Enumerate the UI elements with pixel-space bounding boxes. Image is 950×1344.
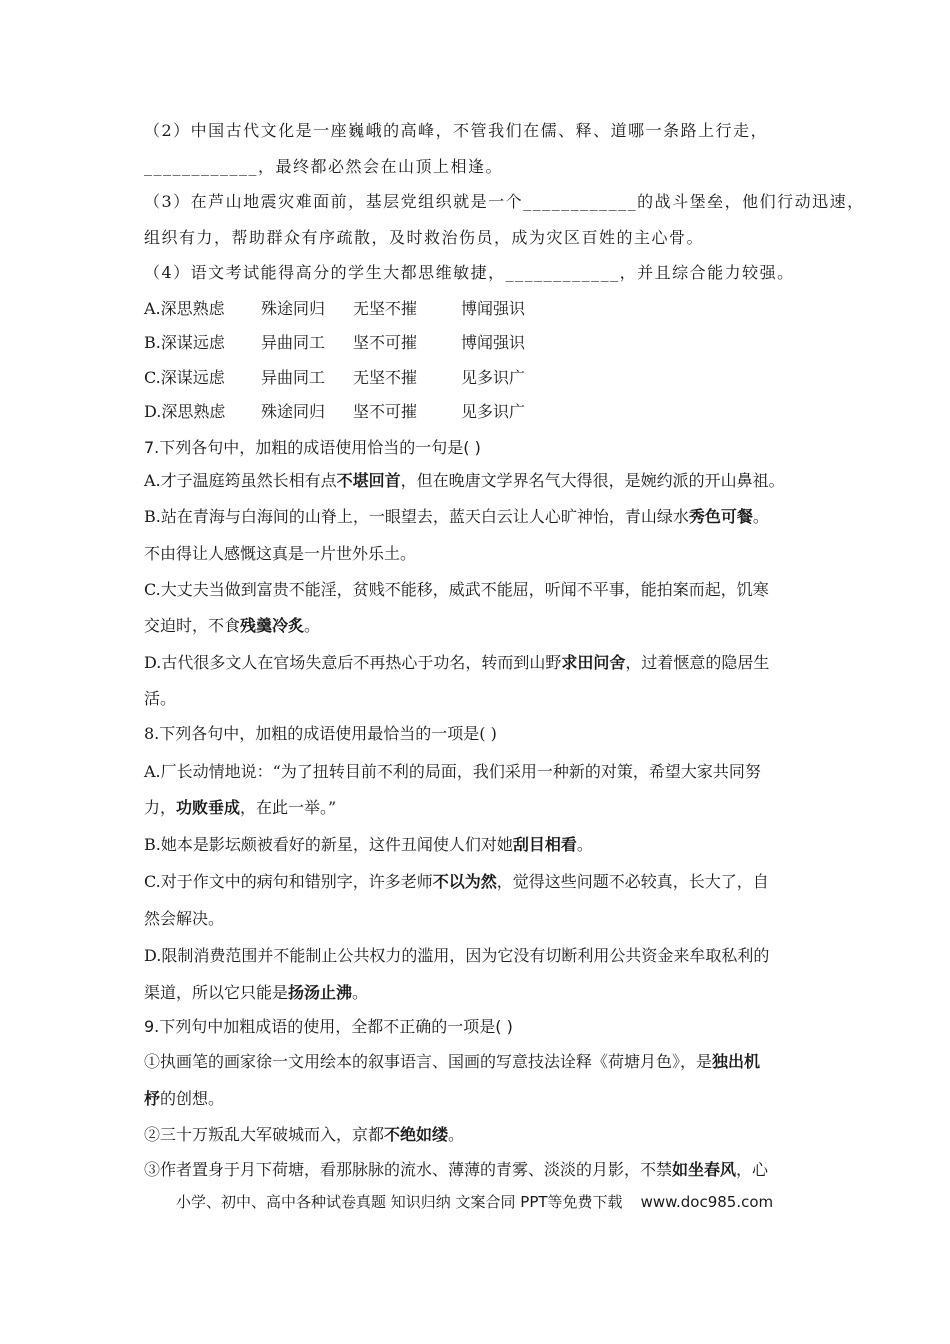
q7-option-d-line-2: 活。 [144, 689, 177, 708]
text: 力， [144, 798, 177, 817]
q8-stem: 8.下列各句中，加粗的成语使用最恰当的一项是( ) [144, 724, 497, 743]
option-word-4: 见多识广 [461, 402, 526, 421]
bold-idiom: 刮目相看 [512, 835, 577, 854]
text: ，在此一举。” [240, 798, 337, 817]
q8-option-c-line-1 [144, 871, 816, 893]
option-label: C.深谋远虑 [144, 368, 225, 387]
bold-idiom: 求田问舍 [561, 653, 626, 672]
bold-idiom: 如坐春风 [672, 1160, 737, 1179]
option-label: A.深思熟虑 [144, 299, 225, 318]
bold-idiom: 独出机 [712, 1052, 761, 1071]
q6-option-b [144, 332, 816, 354]
text: ②三十万叛乱大军破城而入，京都 [144, 1125, 385, 1144]
q7-option-c-line-2 [144, 615, 816, 637]
q8-option-a-line-1: A.厂长动情地说：“为了扭转目前不利的局面，我们采用一种新的对策，希望大家共同努 [144, 762, 761, 781]
bold-idiom: 功败垂成 [176, 798, 241, 817]
q9-item-1-line-1 [144, 1051, 816, 1073]
q8-option-d-line-2 [144, 982, 816, 1004]
option-word-2: 殊途同归 [261, 402, 326, 421]
option-word-4: 博闻强识 [461, 333, 526, 352]
q6-sentence-3-line-1: （3）在芦山地震灾难面前，基层党组织就是一个____________的战斗堡垒，他们行动迅速， [144, 192, 865, 211]
q6-sentence-3-line-2: 组织有力，帮助群众有序疏散，及时救治伤员，成为灾区百姓的主心骨。 [144, 228, 705, 247]
text: 。 [752, 507, 769, 526]
q7-stem: 7.下列各句中，加粗的成语使用恰当的一句是( ) [144, 438, 481, 457]
text: D.古代很多文人在官场失意后不再热心于功名，转而到山野 [144, 653, 562, 672]
bold-idiom: 残羹冷炙 [240, 616, 305, 635]
text: ，过着惬意的隐居生 [625, 653, 770, 672]
text: A.才子温庭筠虽然长相有点 [144, 471, 337, 490]
q7-option-a [144, 470, 816, 492]
q8-option-c-line-2: 然会解决。 [144, 909, 225, 928]
text: ③作者置身于月下荷塘，看那脉脉的流水、薄薄的青雾、淡淡的月影，不禁 [144, 1160, 673, 1179]
q9-stem: 9.下列句中加粗成语的使用，全都不正确的一项是( ) [144, 1017, 513, 1036]
option-word-2: 殊途同归 [261, 299, 326, 318]
footer-text: 小学、初中、高中各种试卷真题 知识归纳 文案合同 PPT等免费下载 [176, 1193, 623, 1211]
text: B.站在青海与白海间的山脊上，一眼望去，蓝天白云让人心旷神怡，青山绿水 [144, 507, 689, 526]
bold-idiom: 不绝如缕 [384, 1125, 449, 1144]
q6-option-d [144, 401, 816, 423]
q8-option-d-line-1: D.限制消费范围并不能制止公共权力的滥用，因为它没有切断利用公共资金来牟取私利的 [144, 946, 770, 965]
option-word-3: 无坚不摧 [353, 368, 418, 387]
text: 交迫时，不食 [144, 616, 241, 635]
text: ，觉得这些问题不必较真，长大了，自 [496, 872, 769, 891]
q6-option-c [144, 367, 816, 389]
footer-url[interactable]: www.doc985.com [640, 1193, 774, 1211]
q8-option-a-line-2 [144, 797, 816, 819]
option-label: D.深思熟虑 [144, 402, 226, 421]
text: 渠道，所以它只能是 [144, 983, 289, 1002]
q6-sentence-4: （4）语文考试能得高分的学生大都思维敏捷，____________，并且综合能力较强。 [144, 263, 795, 282]
text: ，心 [736, 1160, 769, 1179]
text: 。 [352, 983, 369, 1002]
q7-option-d-line-1 [144, 652, 816, 674]
option-word-3: 坚不可摧 [353, 402, 418, 421]
option-word-2: 异曲同工 [261, 333, 326, 352]
option-word-3: 坚不可摧 [353, 333, 418, 352]
text: 。 [304, 616, 321, 635]
q6-sentence-2-line-2: ____________，最终都必然会在山顶上相逢。 [144, 157, 504, 176]
option-word-2: 异曲同工 [261, 368, 326, 387]
q7-option-b [144, 506, 816, 528]
bold-idiom: 不堪回首 [336, 471, 401, 490]
q9-item-1-line-2 [144, 1088, 816, 1110]
option-label: B.深谋远虑 [144, 333, 225, 352]
bold-idiom: 杼 [144, 1089, 161, 1108]
text: ，但在晚唐文学界名气大得很，是婉约派的开山鼻祖。 [400, 471, 785, 490]
text: 的创想。 [160, 1089, 225, 1108]
bold-idiom: 扬汤止沸 [288, 983, 353, 1002]
q6-option-a [144, 298, 816, 320]
bold-idiom: 秀色可餐 [688, 507, 753, 526]
q6-sentence-2-line-1: （2）中国古代文化是一座巍峨的高峰，不管我们在儒、释、道哪一条路上行走， [144, 121, 769, 140]
text: ①执画笔的画家徐一文用绘本的叙事语言、国画的写意技法诠释《荷塘月色》，是 [144, 1052, 713, 1071]
option-word-4: 见多识广 [461, 368, 526, 387]
bold-idiom: 不以为然 [432, 872, 497, 891]
q7-option-c-line-1: C.大丈夫当做到富贵不能淫，贫贱不能移，威武不能屈，听闻不平事，能拍案而起，饥寒 [144, 580, 769, 599]
option-word-3: 无坚不摧 [353, 299, 418, 318]
text: 。 [576, 835, 593, 854]
q9-item-3-line-1 [144, 1159, 816, 1181]
text: C.对于作文中的病句和错别字，许多老师 [144, 872, 433, 891]
text: 。 [448, 1125, 465, 1144]
q7-option-b-line-2: 不由得让人感慨这真是一片世外乐土。 [144, 544, 417, 563]
text: B.她本是影坛颇被看好的新星，这件丑闻使人们对她 [144, 835, 513, 854]
option-word-4: 博闻强识 [461, 299, 526, 318]
q8-option-b [144, 834, 816, 856]
page-footer [176, 1192, 773, 1212]
q9-item-2 [144, 1124, 816, 1146]
